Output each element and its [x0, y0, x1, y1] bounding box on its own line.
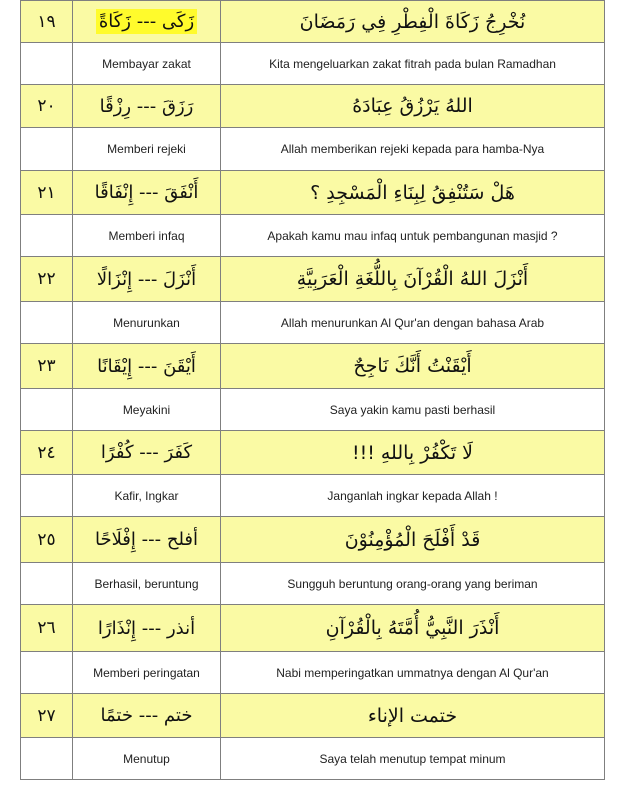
row-number: ٢١	[21, 171, 73, 215]
arabic-example-sentence: ختمت الإناء	[221, 694, 605, 738]
translation-row-22	[21, 302, 605, 344]
arabic-verb-forms: أَيْقَنَ --- إِيْقَانًا	[73, 344, 221, 389]
row-number: ٢٤	[21, 431, 73, 475]
empty-number-cell	[21, 302, 73, 344]
arabic-example-sentence: نُخْرِجُ زَكَاةَ الْفِطْرِ فِي رَمَضَانَ	[221, 1, 605, 43]
word-meaning: Berhasil, beruntung	[73, 563, 221, 605]
row-number: ٢٠	[21, 85, 73, 128]
sentence-translation: Nabi memperingatkan ummatnya dengan Al Qur'an	[221, 652, 605, 694]
arabic-example-sentence: هَلْ سَتُنْفِقُ لِبِنَاءِ الْمَسْجِدِ ؟	[221, 171, 605, 215]
arabic-example-sentence: لَا تَكْفُرْ بِاللهِ !!!	[221, 431, 605, 475]
sentence-translation: Apakah kamu mau infaq untuk pembangunan masjid ?	[221, 215, 605, 257]
row-number: ٢٧	[21, 694, 73, 738]
empty-number-cell	[21, 738, 73, 780]
arabic-row-23	[21, 344, 605, 389]
word-meaning: Memberi rejeki	[73, 128, 221, 171]
arabic-verb-forms: أَنْفَقَ --- إِنْفَاقًا	[73, 171, 221, 215]
empty-number-cell	[21, 215, 73, 257]
word-meaning: Memberi peringatan	[73, 652, 221, 694]
arabic-verb-forms: ختم --- ختمًا	[73, 694, 221, 738]
arabic-row-25	[21, 517, 605, 563]
highlighted-word: زَكَى --- زَكَاةً	[96, 9, 197, 34]
translation-row-27	[21, 738, 605, 780]
arabic-example-sentence: أَنْزَلَ اللهُ الْقُرْآنَ بِاللُّغَةِ الْعَرَبِيَّةِ	[221, 257, 605, 302]
empty-number-cell	[21, 43, 73, 85]
arabic-example-sentence: أَيْقَنْتُ أَنَّكَ نَاجِحٌ	[221, 344, 605, 389]
arabic-row-22	[21, 257, 605, 302]
row-number: ٢٥	[21, 517, 73, 563]
empty-number-cell	[21, 563, 73, 605]
row-number: ١٩	[21, 1, 73, 43]
sentence-translation: Saya yakin kamu pasti berhasil	[221, 389, 605, 431]
arabic-row-20	[21, 85, 605, 128]
sentence-translation: Sungguh beruntung orang-orang yang beriman	[221, 563, 605, 605]
row-number: ٢٣	[21, 344, 73, 389]
empty-number-cell	[21, 652, 73, 694]
empty-number-cell	[21, 389, 73, 431]
translation-row-25	[21, 563, 605, 605]
translation-row-21	[21, 215, 605, 257]
arabic-verb-forms: رَزَقَ --- رِزْقًا	[73, 85, 221, 128]
sentence-translation: Janganlah ingkar kepada Allah !	[221, 475, 605, 517]
empty-number-cell	[21, 128, 73, 171]
empty-number-cell	[21, 475, 73, 517]
word-meaning: Menutup	[73, 738, 221, 780]
sentence-translation: Allah memberikan rejeki kepada para hamba-Nya	[221, 128, 605, 171]
row-number: ٢٦	[21, 605, 73, 652]
arabic-row-26	[21, 605, 605, 652]
translation-row-19	[21, 43, 605, 85]
word-meaning: Kafir, Ingkar	[73, 475, 221, 517]
arabic-row-21	[21, 171, 605, 215]
translation-row-26	[21, 652, 605, 694]
translation-row-20	[21, 128, 605, 171]
arabic-row-24	[21, 431, 605, 475]
sentence-translation: Kita mengeluarkan zakat fitrah pada bulan Ramadhan	[221, 43, 605, 85]
arabic-row-19	[21, 1, 605, 43]
arabic-verb-forms: أَنْزَلَ --- إِنْزَالًا	[73, 257, 221, 302]
word-meaning: Menurunkan	[73, 302, 221, 344]
arabic-verb-forms: أفلح --- إِفْلَاحًا	[73, 517, 221, 563]
word-meaning: Memberi infaq	[73, 215, 221, 257]
word-meaning: Meyakini	[73, 389, 221, 431]
vocabulary-table	[20, 0, 605, 780]
arabic-verb-forms: كَفَرَ --- كُفْرًا	[73, 431, 221, 475]
arabic-example-sentence: قَدْ أَفْلَحَ الْمُؤْمِنُوْنَ	[221, 517, 605, 563]
sentence-translation: Allah menurunkan Al Qur'an dengan bahasa Arab	[221, 302, 605, 344]
translation-row-23	[21, 389, 605, 431]
translation-row-24	[21, 475, 605, 517]
arabic-verb-forms	[73, 1, 221, 43]
arabic-example-sentence: اللهُ يَرْزُقُ عِبَادَهُ	[221, 85, 605, 128]
arabic-verb-forms: أنذر --- إِنْذَارًا	[73, 605, 221, 652]
sentence-translation: Saya telah menutup tempat minum	[221, 738, 605, 780]
arabic-example-sentence: أَنْذَرَ النَّبِيُّ أُمَّتَهُ بِالْقُرْآنِ	[221, 605, 605, 652]
arabic-row-27	[21, 694, 605, 738]
word-meaning: Membayar zakat	[73, 43, 221, 85]
row-number: ٢٢	[21, 257, 73, 302]
